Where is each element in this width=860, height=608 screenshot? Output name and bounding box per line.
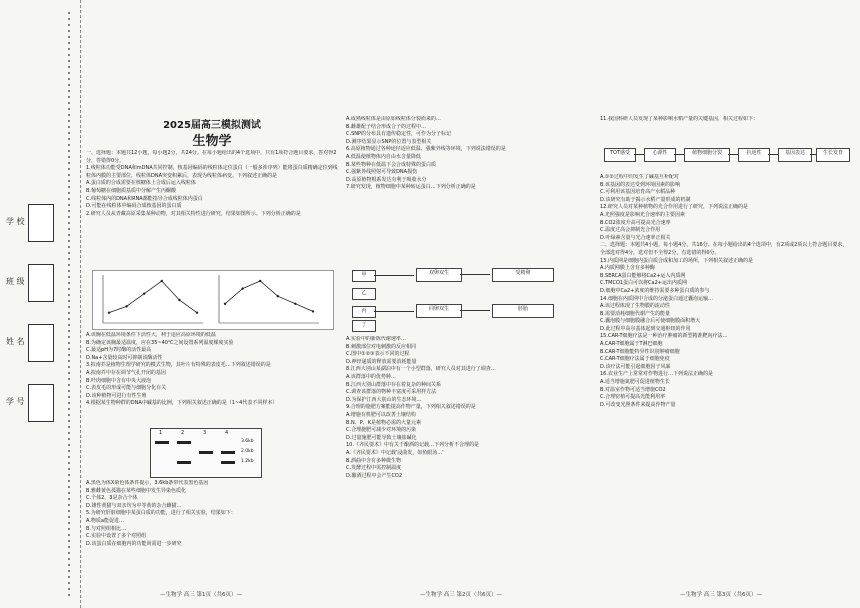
column-3-text-top: 11.我国科研人员发现了某种影响水稻产量的关键基因，相关过程如下： (600, 116, 758, 122)
chart-point (143, 292, 145, 294)
flow-arrow (374, 311, 414, 312)
gel-size-1: 3.6kb (241, 439, 254, 444)
chart-point (224, 303, 226, 305)
flow-arrow (460, 310, 490, 311)
gel-band (177, 461, 191, 464)
enzyme-graph (92, 270, 334, 330)
gene-flow-node-3: 植物细胞分裂 (684, 148, 730, 162)
gel-band (221, 451, 235, 454)
column-2-text-top: A.成熟线粒体是由原始线粒体分裂而来的… B.雌雄配子结合形成合子的过程中… C.SNP的分布具有遗传稳定性，可作为分子标记 D.测序结果显示SNP的位置与表型相关 6.高原植物通过各种途径适应低温、强紫外线等环境，下列说法错误的是 A.低温使植物体内自由水含量降低 B.某些物种在低温下会合成特殊的蛋白质 C.强紫外线照射可导致DNA损伤 D.高原植物根系发达有利于吸收水分 7.研究发现，植物细胞中某种转运蛋白…下列分析正确的是 (346, 116, 506, 191)
gene-flow-node-5: 基因表达 (778, 148, 812, 162)
subject-title: 生物学 (192, 134, 232, 149)
gel-lane-4: 4 (225, 430, 229, 436)
gel-size-3: 1.2kb (241, 459, 254, 464)
chart-point (259, 280, 261, 282)
student-id-box[interactable] (28, 384, 54, 422)
chart-point (196, 311, 198, 313)
gel-band (221, 461, 235, 464)
page-3-footer: —生物学 高三 第3页（共6页）— (680, 592, 762, 598)
twins-flow-diagram (350, 266, 590, 332)
chart-point (294, 303, 296, 305)
name-box[interactable] (28, 324, 54, 362)
flow-node-monozygotic: 同卵双生 (416, 304, 462, 318)
gel-diagram (150, 428, 262, 478)
exam-title: 2025届高三模拟测试 (163, 120, 261, 131)
flow-node-b: 乙 (352, 288, 376, 300)
column-1-bottom (86, 480, 338, 584)
chart-lines (103, 275, 319, 323)
flow-node-zygote: 受精卵 (492, 268, 554, 282)
class-field (6, 258, 76, 318)
flow-node-embryo: 胚胎 (492, 304, 554, 318)
column-2-text-bottom: A.实验中的新陈代谢速率… B.刺激部位对电刺激的反应相同 C.图中①②③表示不同的过程 D.神经递质的释放需要消耗能量 8.江西大别山某湖泊中有一个小型群落，研究人员对其进行了调查… A.该群落中的优势种… B.江西大别山群落中存在着复杂的种间关系 C.调查该群落的物种丰富度可采用样方法 D.为保护江西大别山的生态环境… 9.合理的施肥方案能提高作物产量，下列相关叙述错误的是 A.增施有机肥可以改善土壤结构 B.N、P、K是植物必需的大量元素 C.合理施肥可减少对环境的污染 D.过量施肥可能导致土壤盐碱化 10.《齐民要术》中有关于酿酒的记载…下列分析不合理的是 A.《齐民要术》中记载'浸曲发，如鱼眼汤…' B.酒曲中含有多种微生物 C.发酵过程中需控制温度 D.酿酒过程中会产生CO2 (346, 336, 496, 479)
name-label: 姓 名 (6, 337, 25, 346)
chart-axis (103, 275, 203, 323)
chart-point (108, 311, 110, 313)
enzyme-graph-svg (93, 271, 333, 329)
flow-arrow (768, 154, 778, 155)
column-1-top (86, 150, 338, 268)
gel-lane-3: 3 (203, 430, 207, 436)
student-id-label: 学 号 (6, 397, 25, 406)
page-2-footer: —生物学 高三 第2页（共6页）— (420, 592, 502, 598)
flow-arrow (634, 154, 644, 155)
column-3-text-middle: A.①②过程中均发生了碱基互补配对 B.该基因的表达受到环境因素的影响 C.可利用该基因培育高产水稻品种 D.该研究有助于揭示水稻产量形成的机制 12.研究人员对某种植物的光合作用进行了研究，下列说法正确的是 A.光照强度是影响光合速率的主要因素 B.CO2浓度升高可提高光合速率 C.温度过高会抑制光合作用 D.叶绿素含量与光合速率正相关 二、选择题：本题共4小题，每小题4分，共16分。在每小题给出的4个选项中，有2项或2项以上符合题目要求，全部选对得4分，选对但不全得2分，有选错的得0分。 13.内质网是细胞内蛋白质合成和加工的场所，下列相关叙述正确的是 A.内质网膜上含有多种酶 B.SERCA蛋白能够将Ca2+运入内质网 C.TMCO1蛋白可以将Ca2+运出内质网 D.细胞中Ca2+浓度的维持需要多种蛋白质的参与 14.细胞在内质网中合成的分泌蛋白通过囊泡运输… A.该过程体现了生物膜的流动性 B.需要消耗细胞代谢产生的能量 C.囊泡膜与细胞膜融合后可使细胞膜面积增大 D.此过程中高尔基体起到交通枢纽的作用 15.CAR-T细胞疗法是一种治疗肿瘤的新型精准靶向疗法… A.CAR-T细胞属于T淋巴细胞 B.CAR-T细胞能特异性识别肿瘤细胞 C.CAR-T细胞疗法属于细胞免疫 D.该疗法可能引起细胞因子风暴 16.农业生产上常常对作物进行…下列说法正确的是 A.适当增施氮肥可促进植物生长 B.对温室作物可适当增施CO2 C.合理密植可提高光能利用率 D.可改变光照条件来提高作物产量 (600, 174, 848, 408)
flow-arrow (460, 274, 490, 275)
chart-point (277, 295, 279, 297)
binding-strip (0, 0, 81, 608)
gene-flow-node-6: 生长发育 (816, 148, 850, 162)
flow-arrow (728, 154, 738, 155)
chart-axis (219, 275, 319, 323)
student-id-field (6, 378, 76, 438)
gene-flow-node-2: 心源性 (644, 148, 676, 162)
gene-flow-node-4: 抗逆性 (738, 148, 770, 162)
chart-point (241, 287, 243, 289)
chart-series-line (109, 281, 197, 313)
chart-point (312, 310, 314, 312)
gene-flow-diagram (604, 140, 850, 170)
chart-series-line (225, 281, 313, 311)
column-3-top (600, 116, 852, 138)
gel-size-2: 2.0kb (241, 449, 254, 454)
class-label: 班 级 (6, 277, 25, 286)
column-2-bottom (346, 336, 594, 584)
school-label: 学 校 (6, 217, 25, 226)
name-field (6, 318, 76, 378)
flow-arrow (674, 154, 684, 155)
school-field (6, 198, 76, 258)
class-box[interactable] (28, 264, 54, 302)
gel-band (155, 441, 169, 444)
chart-point (178, 299, 180, 301)
column-1-intro: 一、选择题：本题共12小题，每小题2分，共24分。在每小题给出的4个选项中，只有1项符合题目要求，答对得2分，答错得0分。 1.线粒体功能受DNA和mDNA共同控制，核基因编码的线粒体定位蛋白（一般多涉序列）能将蛋白质精确定位到线粒体内膜的主要部位，线粒体DNA突变积累后，表现为线粒体病变。下列叙述正确的是 A.蛋白质的合成需要在核糖体上合成后运入线粒体 B.葡萄糖在细胞质基质中分解产生丙酮酸 C.线粒体内的DNA和RNA都能指导合成线粒体内蛋白 D.可能在线粒体中编码合成核基因的蛋白质 2.研究人员从青藏高原采集某种动物，对其相关特性进行研究，结果如图所示。下列分析正确的是 (86, 150, 338, 217)
page-1-footer: —生物学 高三 第1页（共6页）— (160, 592, 242, 598)
flow-node-dizygotic: 双卵双生 (416, 268, 462, 282)
gel-band (177, 441, 191, 444)
column-1-middle (86, 332, 338, 424)
flow-node-c: 丙 (352, 306, 376, 318)
gel-band (199, 451, 213, 454)
column-3-body (600, 174, 852, 584)
column-2-top (346, 116, 594, 262)
chart-point (125, 305, 127, 307)
flow-arrow (374, 275, 414, 276)
gene-flow-node-1: TOT感受 (604, 148, 636, 162)
gel-lane-1: 1 (159, 430, 163, 436)
gel-lane-2: 2 (181, 430, 185, 436)
chart-point (161, 280, 163, 282)
flow-node-a: 甲 (352, 270, 376, 282)
flow-node-d: 丁 (352, 320, 376, 332)
q4-options: A.黑色为体X染色体条件提示，3.6kb条带代表黑色基因 B.雅雌黄色孤猫在某些细胞中发生异染色质化 C.个体2，3是杂合个体 D.雄性黄猫与双亲均为中等黄的杂合雌猫… 5.为研究肝脏细胞中某蛋白质的功能，进行了相关实验，结果如下： A.物质a能促进… B.与对照组相比… C.实验中设置了多个对照组 D.该蛋白质在细胞内的功能尚需进一步研究 (86, 480, 236, 547)
school-box[interactable] (28, 204, 54, 242)
q2-options: A.该胸在低温环境条件下活性大，利于适应高原环境的低温 B.为确定该胸最适温度，应在35~40℃之间设置系列温度梯度实验 C.最适pH为7时酶的活性最高 D.Na+含量较高时可抑制该酶活性 3.拟南芥是植物生理学研究的模式生物，其叶片有特殊的表皮毛…下列叙述错误的是 A.拟南芥中存在调节气孔开闭的基因 B.叶肉细胞中含有中央大液泡 C.表皮毛的形成可能与细胞分化有关 D.该种植物可进行有性生殖 4.根据某生物种群的DNA中碱基的比例，下列相关叙述正确的是（1~4代表不同样本） (86, 332, 278, 407)
